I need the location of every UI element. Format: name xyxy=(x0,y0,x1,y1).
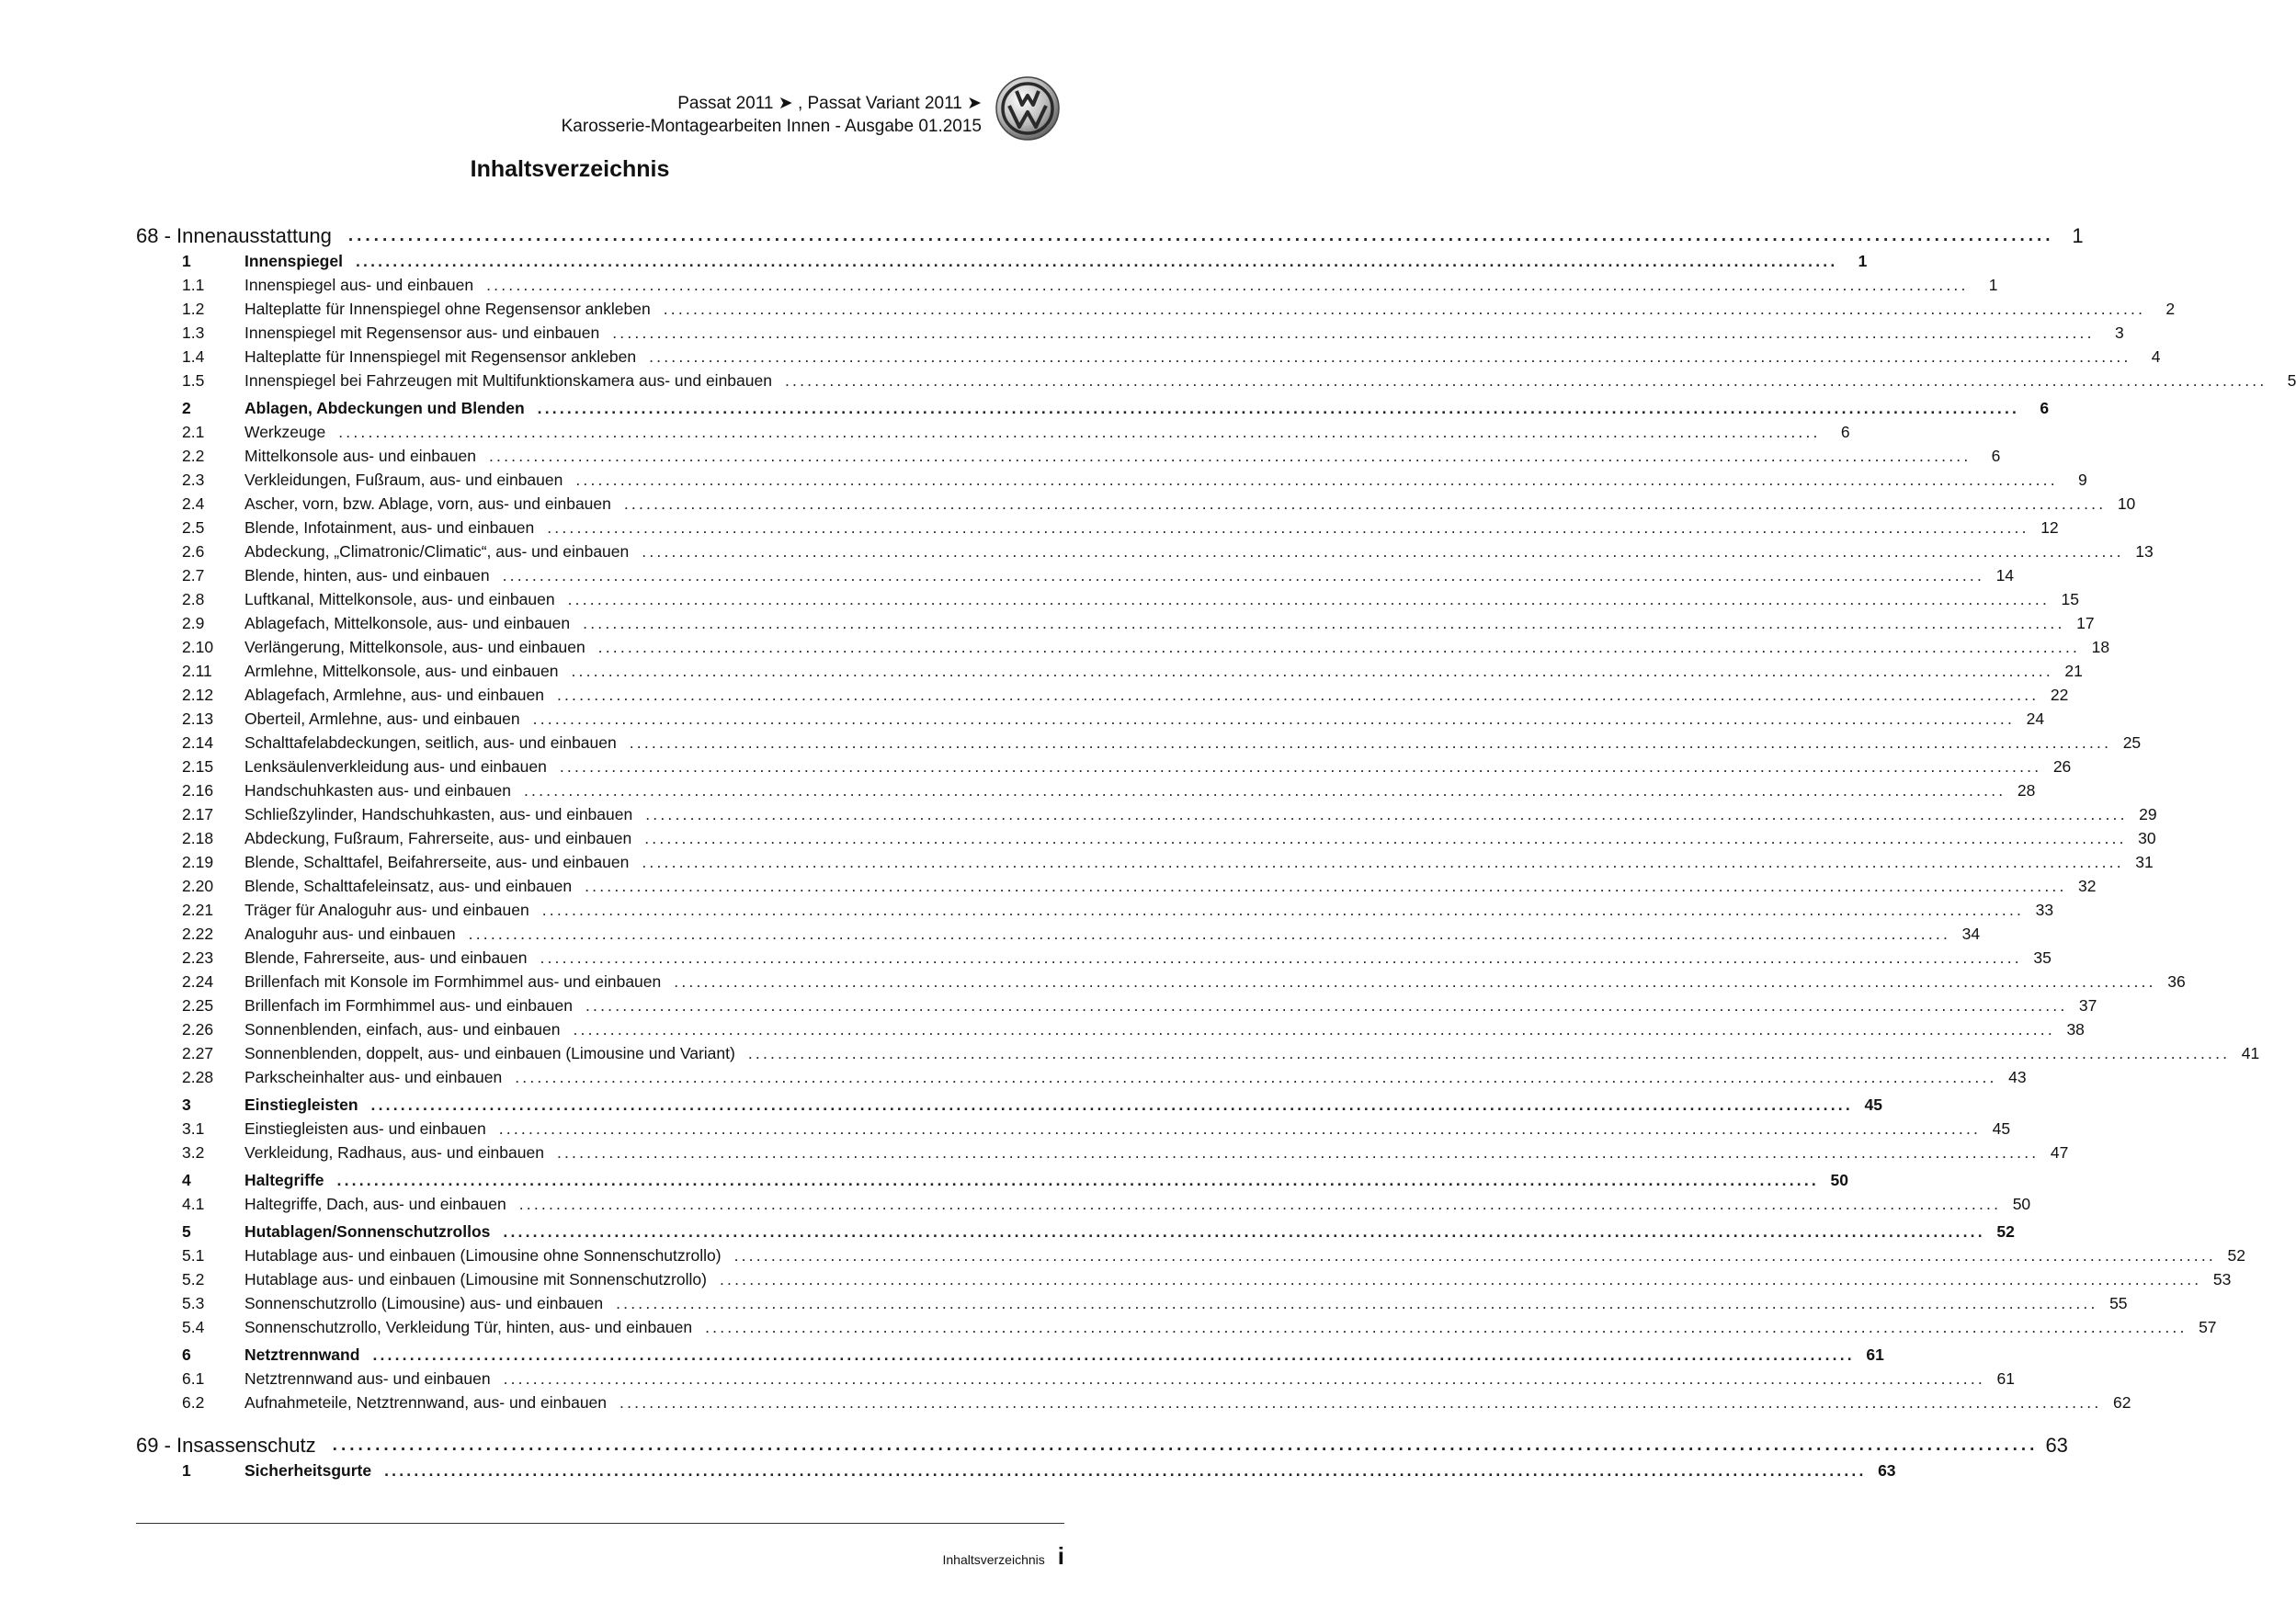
dot-leader: ........................................................................................................................................................................................................ xyxy=(719,1270,2202,1288)
toc-entry-label: Blende, Schalttafeleinsatz, aus- und einbauen xyxy=(244,877,573,895)
toc-entry-label: Brillenfach im Formhimmel aus- und einbauen xyxy=(244,996,573,1015)
dot-leader: ........................................................................................................................................................................................................ xyxy=(347,226,2054,245)
toc-entry-page: 36 xyxy=(2167,972,2186,991)
dot-leader: ........................................................................................................................................................................................................ xyxy=(623,494,2107,513)
toc-entry-label: 69 - Insassenschutz xyxy=(136,1434,316,1457)
toc-entry-page: 55 xyxy=(2109,1294,2128,1312)
toc-subsection-entry[interactable] xyxy=(136,371,2296,395)
toc-entry-label: Sonnenschutzrollo, Verkleidung Tür, hinten, aus- und einbauen xyxy=(244,1318,693,1336)
dot-leader: ........................................................................................................................................................................................................ xyxy=(532,710,2016,728)
toc-entry-page: 43 xyxy=(2008,1068,2027,1086)
toc-entry-page: 1 xyxy=(2072,224,2084,247)
toc-entry-number: 2.18 xyxy=(182,829,214,847)
toc-entry-label: Abdeckung, Fußraum, Fahrerseite, aus- und einbauen xyxy=(244,829,632,847)
toc-entry-label: Innenspiegel bei Fahrzeugen mit Multifunktionskamera aus- und einbauen xyxy=(244,371,772,390)
toc-subsection-entry[interactable] xyxy=(136,733,2142,757)
toc-entry-number: 6.1 xyxy=(182,1369,205,1388)
toc-subsection-entry[interactable] xyxy=(136,948,2052,972)
toc-subsection-entry[interactable] xyxy=(136,1246,2245,1270)
dot-leader: ........................................................................................................................................................................................................ xyxy=(597,638,2081,656)
toc-entry-page: 6 xyxy=(1840,423,1850,441)
toc-entry-number: 3.2 xyxy=(182,1143,205,1162)
toc-subsection-entry[interactable] xyxy=(136,781,2036,805)
toc-subsection-entry[interactable] xyxy=(136,614,2095,638)
toc-entry-label: Ablagefach, Armlehne, aus- und einbauen xyxy=(244,686,544,704)
toc-entry-page: 4 xyxy=(2151,347,2161,366)
toc-subsection-entry[interactable] xyxy=(136,1369,2015,1393)
toc-entry-label: Schließzylinder, Handschuhkasten, aus- und einbauen xyxy=(244,805,633,823)
toc-subsection-entry[interactable] xyxy=(136,972,2186,996)
toc-entry-number: 2.28 xyxy=(182,1068,214,1086)
footer-label: Inhaltsverzeichnis xyxy=(942,1552,1045,1567)
toc-subsection-entry[interactable] xyxy=(136,1318,2217,1342)
toc-entry-label: Parkscheinhalter aus- und einbauen xyxy=(244,1068,503,1086)
toc-entry-page: 1 xyxy=(1988,276,1998,294)
toc-entry-label: Haltegriffe xyxy=(244,1171,324,1189)
toc-entry-number: 2.15 xyxy=(182,757,214,776)
toc-entry-page: 28 xyxy=(2017,781,2036,800)
dot-leader: ........................................................................................................................................................................................................ xyxy=(488,447,1972,465)
dot-leader: ........................................................................................................................................................................................................ xyxy=(642,853,2124,871)
toc-entry-label: Hutablage aus- und einbauen (Limousine mit Sonnenschutzrollo) xyxy=(244,1270,707,1288)
toc-entry-page: 9 xyxy=(2078,471,2087,489)
dot-leader: ........................................................................................................................................................................................................ xyxy=(486,276,1969,294)
toc-entry-page: 5 xyxy=(2287,371,2296,390)
toc-entry-number: 2.14 xyxy=(182,733,214,752)
toc-entry-page: 61 xyxy=(1866,1345,1884,1364)
toc-subsection-entry[interactable] xyxy=(136,1044,2260,1068)
toc-entry-page: 61 xyxy=(1996,1369,2015,1388)
toc-entry-number: 2.27 xyxy=(182,1044,214,1062)
dot-leader: ........................................................................................................................................................................................................ xyxy=(523,781,2006,800)
header-manual-line: Karosserie-Montagearbeiten Innen - Ausgabe 01.2015 xyxy=(561,117,982,136)
toc-entry-number: 5.2 xyxy=(182,1270,205,1288)
toc-entry-label: Hutablage aus- und einbauen (Limousine ohne Sonnenschutzrollo) xyxy=(244,1246,722,1265)
dot-leader: ........................................................................................................................................................................................................ xyxy=(674,972,2156,991)
toc-entry-label: Lenksäulenverkleidung aus- und einbauen xyxy=(244,757,547,776)
dot-leader: ........................................................................................................................................................................................................ xyxy=(355,252,1838,270)
toc-entry-page: 50 xyxy=(1830,1171,1848,1189)
dot-leader: ........................................................................................................................................................................................................ xyxy=(629,733,2112,752)
toc-entry-page: 52 xyxy=(2227,1246,2245,1265)
dot-leader: ........................................................................................................................................................................................................ xyxy=(616,1294,2098,1312)
toc-entry-label: Abdeckung, „Climatronic/Climatic“, aus- und einbauen xyxy=(244,542,630,561)
toc-entry-page: 12 xyxy=(2040,518,2059,537)
toc-entry-number: 5.1 xyxy=(182,1246,205,1265)
toc-entry-number: 2.13 xyxy=(182,710,214,728)
toc-entry-label: Ablagefach, Mittelkonsole, aus- und einbauen xyxy=(244,614,571,632)
toc-subsection-entry[interactable] xyxy=(136,901,2054,925)
toc-entry-page: 6 xyxy=(1991,447,2001,465)
toc-entry-number: 1.1 xyxy=(182,276,205,294)
toc-entry-number: 1.3 xyxy=(182,324,205,342)
dot-leader: ........................................................................................................................................................................................................ xyxy=(559,757,2042,776)
toc-entry-number: 2.5 xyxy=(182,518,205,537)
dot-leader: ........................................................................................................................................................................................................ xyxy=(573,1020,2055,1039)
toc-subsection-entry[interactable] xyxy=(136,996,2097,1020)
toc-entry-number: 3 xyxy=(182,1095,191,1114)
toc-entry-label: Verkleidung, Radhaus, aus- und einbauen xyxy=(244,1143,544,1162)
toc-subsection-entry[interactable] xyxy=(136,853,2154,877)
toc-entry-page: 50 xyxy=(2012,1195,2031,1213)
toc-subsection-entry[interactable] xyxy=(136,1020,2085,1044)
dot-leader: ........................................................................................................................................................................................................ xyxy=(547,518,2029,537)
toc-entry-label: Analoguhr aus- und einbauen xyxy=(244,925,456,943)
toc-subsection-entry[interactable] xyxy=(136,518,2059,542)
toc-entry-label: Netztrennwand xyxy=(244,1345,360,1364)
toc-subsection-entry[interactable] xyxy=(136,1270,2232,1294)
toc-entry-number: 2.17 xyxy=(182,805,214,823)
toc-subsection-entry[interactable] xyxy=(136,877,2097,901)
toc-entry-number: 2.2 xyxy=(182,447,205,465)
toc-subsection-entry[interactable] xyxy=(136,805,2157,829)
toc-entry-page: 47 xyxy=(2050,1143,2069,1162)
toc-entry-label: Armlehne, Mittelkonsole, aus- und einbauen xyxy=(244,662,559,680)
toc-subsection-entry[interactable] xyxy=(136,423,1850,447)
dot-leader: ........................................................................................................................................................................................................ xyxy=(575,471,2058,489)
toc-subsection-entry[interactable] xyxy=(136,566,2015,590)
toc-entry-label: Träger für Analoguhr aus- und einbauen xyxy=(244,901,529,919)
toc-entry-number: 4.1 xyxy=(182,1195,205,1213)
toc-entry-number: 6.2 xyxy=(182,1393,205,1412)
toc-entry-number: 2.26 xyxy=(182,1020,214,1039)
toc-section-entry[interactable] xyxy=(136,1461,1896,1485)
toc-entry-number: 2.20 xyxy=(182,877,214,895)
toc-subsection-entry[interactable] xyxy=(136,300,2176,324)
toc-entry-label: Sonnenschutzrollo (Limousine) aus- und einbauen xyxy=(244,1294,604,1312)
toc-entry-number: 1.5 xyxy=(182,371,205,390)
toc-section-entry[interactable] xyxy=(136,1171,1848,1195)
dot-leader: ........................................................................................................................................................................................................ xyxy=(619,1393,2102,1412)
toc-subsection-entry[interactable] xyxy=(136,1393,2131,1417)
toc-entry-page: 25 xyxy=(2122,733,2142,752)
dot-leader: ........................................................................................................................................................................................................ xyxy=(784,371,2268,390)
toc-entry-page: 24 xyxy=(2026,710,2045,728)
toc-entry-label: Halteplatte für Innenspiegel ohne Regensensor ankleben xyxy=(244,300,651,318)
toc-entry-label: Einstiegleisten aus- und einbauen xyxy=(244,1119,486,1138)
toc-section-entry[interactable] xyxy=(136,1222,2015,1246)
toc-entry-page: 2 xyxy=(2165,300,2176,318)
dot-leader: ........................................................................................................................................................................................................ xyxy=(370,1095,1853,1114)
toc-entry-label: Sicherheitsgurte xyxy=(244,1461,372,1480)
toc-entry-label: Innenspiegel aus- und einbauen xyxy=(244,276,474,294)
toc-entry-page: 14 xyxy=(1995,566,2015,585)
toc-entry-page: 45 xyxy=(1992,1119,2011,1138)
toc-entry-number: 2.1 xyxy=(182,423,205,441)
toc-subsection-entry[interactable] xyxy=(136,542,2154,566)
toc-subsection-entry[interactable] xyxy=(136,925,1981,948)
toc-entry-label: Oberteil, Armlehne, aus- und einbauen xyxy=(244,710,520,728)
toc-entry-label: Luftkanal, Mittelkonsole, aus- und einbauen xyxy=(244,590,555,608)
toc-subsection-entry[interactable] xyxy=(136,1294,2128,1318)
toc-subsection-entry[interactable] xyxy=(136,347,2161,371)
toc-subsection-entry[interactable] xyxy=(136,590,2080,614)
toc-section-entry[interactable] xyxy=(136,252,1868,276)
toc-entry-number: 2.16 xyxy=(182,781,214,800)
toc-entry-page: 6 xyxy=(2040,399,2050,417)
toc-subsection-entry[interactable] xyxy=(136,662,2083,686)
toc-entry-page: 33 xyxy=(2035,901,2054,919)
toc-subsection-entry[interactable] xyxy=(136,1068,2027,1092)
toc-subsection-entry[interactable] xyxy=(136,638,2110,662)
toc-entry-page: 13 xyxy=(2135,542,2154,561)
dot-leader: ........................................................................................................................................................................................................ xyxy=(705,1318,2188,1336)
toc-entry-page: 31 xyxy=(2135,853,2154,871)
toc-entry-label: Innenspiegel mit Regensensor aus- und einbauen xyxy=(244,324,600,342)
toc-entry-label: Werkzeuge xyxy=(244,423,326,441)
toc-entry-number: 3.1 xyxy=(182,1119,205,1138)
toc-entry-number: 2.9 xyxy=(182,614,205,632)
dot-leader: ........................................................................................................................................................................................................ xyxy=(498,1119,1982,1138)
toc-subsection-entry[interactable] xyxy=(136,757,2072,781)
toc-subsection-entry[interactable] xyxy=(136,324,2124,347)
toc-entry-page: 63 xyxy=(1878,1461,1896,1480)
toc-section-entry[interactable] xyxy=(136,1095,1882,1119)
toc-entry-page: 1 xyxy=(1858,252,1868,270)
toc-entry-number: 2.23 xyxy=(182,948,214,967)
toc-entry-page: 3 xyxy=(2114,324,2124,342)
dot-leader: ........................................................................................................................................................................................................ xyxy=(645,805,2128,823)
dot-leader: ........................................................................................................................................................................................................ xyxy=(733,1246,2216,1265)
toc-entry-number: 2.25 xyxy=(182,996,214,1015)
dot-leader: ........................................................................................................................................................................................................ xyxy=(502,566,1985,585)
dot-leader: ........................................................................................................................................................................................................ xyxy=(583,614,2065,632)
toc-entry-page: 22 xyxy=(2050,686,2069,704)
footer-divider xyxy=(136,1523,1064,1524)
toc-entry-label: Netztrennwand aus- und einbauen xyxy=(244,1369,491,1388)
toc-entry-label: Blende, Infotainment, aus- und einbauen xyxy=(244,518,535,537)
toc-entry-label: Aufnahmeteile, Netztrennwand, aus- und einbauen xyxy=(244,1393,608,1412)
toc-entry-page: 18 xyxy=(2091,638,2110,656)
toc-entry-label: Brillenfach mit Konsole im Formhimmel aus- und einbauen xyxy=(244,972,662,991)
toc-entry-label: Blende, Fahrerseite, aus- und einbauen xyxy=(244,948,528,967)
dot-leader: ........................................................................................................................................................................................................ xyxy=(571,662,2053,680)
dot-leader: ........................................................................................................................................................................................................ xyxy=(585,877,2067,895)
toc-entry-label: Ascher, vorn, bzw. Ablage, vorn, aus- und einbauen xyxy=(244,494,611,513)
dot-leader: ........................................................................................................................................................................................................ xyxy=(503,1369,1985,1388)
toc-entry-number: 2.11 xyxy=(182,662,212,680)
toc-entry-label: Innenspiegel xyxy=(244,252,343,270)
toc-entry-label: Blende, hinten, aus- und einbauen xyxy=(244,566,490,585)
toc-entry-page: 10 xyxy=(2117,494,2136,513)
dot-leader: ........................................................................................................................................................................................................ xyxy=(384,1461,1867,1480)
toc-entry-number: 2.7 xyxy=(182,566,205,585)
toc-entry-number: 1.4 xyxy=(182,347,205,366)
vw-logo-icon xyxy=(995,75,1061,142)
dot-leader: ........................................................................................................................................................................................................ xyxy=(540,948,2022,967)
dot-leader: ........................................................................................................................................................................................................ xyxy=(336,1171,1819,1189)
table-of-contents xyxy=(136,221,2296,1485)
toc-entry-label: Verlängerung, Mittelkonsole, aus- und einbauen xyxy=(244,638,585,656)
toc-section-entry[interactable] xyxy=(136,399,2050,423)
toc-entry-page: 57 xyxy=(2199,1318,2217,1336)
toc-entry-label: Haltegriffe, Dach, aus- und einbauen xyxy=(244,1195,506,1213)
dot-leader: ........................................................................................................................................................................................................ xyxy=(537,399,2020,417)
toc-entry-number: 4 xyxy=(182,1171,191,1189)
toc-subsection-entry[interactable] xyxy=(136,710,2045,733)
dot-leader: ........................................................................................................................................................................................................ xyxy=(585,996,2068,1015)
toc-entry-number: 2.21 xyxy=(182,901,214,919)
header-vehicle-line: Passat 2011 ➤ , Passat Variant 2011 ➤ xyxy=(677,94,982,113)
toc-entry-page: 15 xyxy=(2061,590,2080,608)
dot-leader: ........................................................................................................................................................................................................ xyxy=(644,829,2127,847)
toc-entry-page: 26 xyxy=(2052,757,2072,776)
toc-entry-label: Blende, Schalttafel, Beifahrerseite, aus- und einbauen xyxy=(244,853,630,871)
toc-subsection-entry[interactable] xyxy=(136,1195,2031,1219)
toc-subsection-entry[interactable] xyxy=(136,1119,2011,1143)
toc-entry-label: Sonnenblenden, doppelt, aus- und einbauen (Limousine und Variant) xyxy=(244,1044,735,1062)
dot-leader: ........................................................................................................................................................................................................ xyxy=(372,1345,1855,1364)
toc-entry-number: 2.10 xyxy=(182,638,214,656)
toc-entry-page: 29 xyxy=(2139,805,2157,823)
dot-leader: ........................................................................................................................................................................................................ xyxy=(567,590,2051,608)
dot-leader: ........................................................................................................................................................................................................ xyxy=(612,324,2095,342)
toc-entry-number: 2.4 xyxy=(182,494,205,513)
toc-entry-page: 38 xyxy=(2066,1020,2085,1039)
toc-entry-page: 63 xyxy=(2045,1434,2068,1457)
toc-entry-number: 2.19 xyxy=(182,853,214,871)
toc-subsection-entry[interactable] xyxy=(136,276,1998,300)
toc-entry-label: Verkleidungen, Fußraum, aus- und einbauen xyxy=(244,471,563,489)
footer-page-number: i xyxy=(1057,1542,1064,1570)
dot-leader: ........................................................................................................................................................................................................ xyxy=(518,1195,2002,1213)
toc-chapter-entry[interactable] xyxy=(136,221,2084,252)
dot-leader: ........................................................................................................................................................................................................ xyxy=(747,1044,2231,1062)
toc-entry-number: 2.6 xyxy=(182,542,205,561)
toc-entry-page: 53 xyxy=(2212,1270,2232,1288)
toc-entry-page: 30 xyxy=(2138,829,2156,847)
toc-entry-number: 5 xyxy=(182,1222,191,1241)
toc-entry-label: Ablagen, Abdeckungen und Blenden xyxy=(244,399,525,417)
toc-subsection-entry[interactable] xyxy=(136,494,2136,518)
toc-entry-page: 62 xyxy=(2112,1393,2131,1412)
toc-chapter-entry[interactable] xyxy=(136,1430,2068,1461)
page-footer xyxy=(942,1542,1064,1571)
dot-leader: ........................................................................................................................................................................................................ xyxy=(332,1436,2039,1455)
toc-entry-page: 52 xyxy=(1996,1222,2015,1241)
dot-leader: ........................................................................................................................................................................................................ xyxy=(503,1222,1985,1241)
dot-leader: ........................................................................................................................................................................................................ xyxy=(663,300,2146,318)
dot-leader: ........................................................................................................................................................................................................ xyxy=(556,1143,2040,1162)
toc-entry-label: Hutablagen/Sonnenschutzrollos xyxy=(244,1222,491,1241)
toc-subsection-entry[interactable] xyxy=(136,1143,2069,1167)
page-title: Inhaltsverzeichnis xyxy=(470,156,670,182)
toc-entry-label: Halteplatte für Innenspiegel mit Regensensor ankleben xyxy=(244,347,637,366)
toc-entry-page: 35 xyxy=(2033,948,2052,967)
toc-subsection-entry[interactable] xyxy=(136,471,2087,494)
dot-leader: ........................................................................................................................................................................................................ xyxy=(338,423,1821,441)
toc-subsection-entry[interactable] xyxy=(136,447,2001,471)
toc-entry-number: 5.4 xyxy=(182,1318,205,1336)
toc-entry-page: 45 xyxy=(1864,1095,1882,1114)
dot-leader: ........................................................................................................................................................................................................ xyxy=(556,686,2040,704)
toc-entry-label: Mittelkonsole aus- und einbauen xyxy=(244,447,476,465)
toc-entry-page: 37 xyxy=(2078,996,2097,1015)
toc-entry-label: Einstiegleisten xyxy=(244,1095,358,1114)
toc-entry-page: 17 xyxy=(2076,614,2095,632)
toc-entry-number: 2.24 xyxy=(182,972,214,991)
toc-entry-number: 2.12 xyxy=(182,686,214,704)
dot-leader: ........................................................................................................................................................................................................ xyxy=(541,901,2025,919)
dot-leader: ........................................................................................................................................................................................................ xyxy=(649,347,2131,366)
toc-entry-page: 32 xyxy=(2078,877,2097,895)
dot-leader: ........................................................................................................................................................................................................ xyxy=(642,542,2124,561)
toc-entry-page: 34 xyxy=(1961,925,1981,943)
dot-leader: ........................................................................................................................................................................................................ xyxy=(468,925,1951,943)
dot-leader: ........................................................................................................................................................................................................ xyxy=(515,1068,1997,1086)
toc-entry-page: 41 xyxy=(2241,1044,2260,1062)
toc-section-entry[interactable] xyxy=(136,1345,1884,1369)
toc-entry-number: 1 xyxy=(182,1461,191,1480)
toc-entry-number: 2.8 xyxy=(182,590,205,608)
toc-entry-label: 68 - Innenausstattung xyxy=(136,224,332,247)
toc-entry-number: 2.22 xyxy=(182,925,214,943)
document-header xyxy=(562,92,982,138)
toc-entry-number: 6 xyxy=(182,1345,191,1364)
toc-entry-label: Handschuhkasten aus- und einbauen xyxy=(244,781,511,800)
toc-subsection-entry[interactable] xyxy=(136,686,2069,710)
toc-entry-number: 5.3 xyxy=(182,1294,205,1312)
toc-entry-label: Schalttafelabdeckungen, seitlich, aus- und einbauen xyxy=(244,733,617,752)
toc-entry-page: 21 xyxy=(2064,662,2083,680)
toc-entry-number: 2 xyxy=(182,399,191,417)
toc-entry-number: 2.3 xyxy=(182,471,205,489)
toc-entry-number: 1.2 xyxy=(182,300,205,318)
toc-entry-number: 1 xyxy=(182,252,191,270)
toc-subsection-entry[interactable] xyxy=(136,829,2156,853)
toc-entry-label: Sonnenblenden, einfach, aus- und einbauen xyxy=(244,1020,561,1039)
